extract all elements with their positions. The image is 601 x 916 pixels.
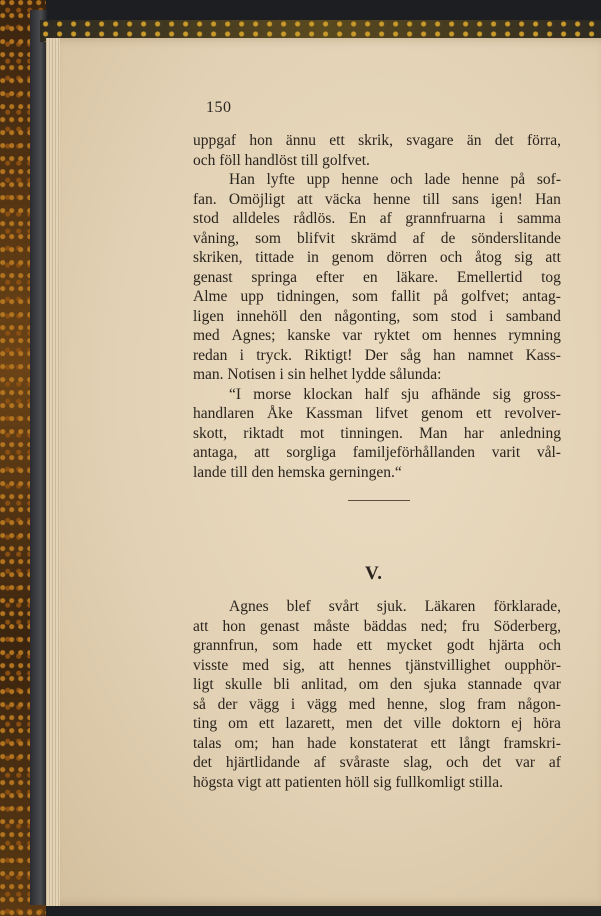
- text-line: att hon genast måste bäddas ned; fru Söderberg,: [193, 617, 561, 635]
- section-divider: [348, 500, 410, 501]
- text-line: våning, som blifvit skrämd af de sönderslitande: [193, 229, 561, 247]
- text-line: “I morse klockan half sju afhände sig gross-: [229, 385, 561, 403]
- text-line: med Agnes; kanske var ryktet om hennes rymning: [193, 327, 561, 344]
- text-line: lande till den hemska gerningen.“: [193, 463, 402, 481]
- text-line: ligt skulle bli anlitad, om den sjuka stannade qvar: [193, 676, 561, 693]
- text-line: Alme upp tidningen, som fallit på golfvet; antag-: [193, 288, 561, 305]
- paragraph-continued: [193, 131, 561, 482]
- text-line: högsta vigt att patienten höll sig fullkomligt stilla.: [193, 773, 503, 791]
- text-line: och föll handlöst till golfvet.: [193, 151, 370, 169]
- text-line: talas om; han hade konstaterat ett långt framskri-: [193, 734, 561, 752]
- text-line: fan. Omöjligt att väcka henne till sans igen! Han: [193, 190, 561, 208]
- text-line: Han lyfte upp henne och lade henne på sof-: [229, 171, 561, 188]
- text-line: man. Notisen i sin helhet lydde sålunda:: [193, 366, 442, 383]
- text-line: grannfrun, som hade ett mycket godt hjärta och: [193, 637, 561, 654]
- text-line: så der vägg i vägg med henne, slog fram någon-: [193, 695, 561, 713]
- text-line: skott, riktadt mot tinningen. Man har anledning: [193, 424, 561, 442]
- text-line: uppgaf hon ännu ett skrik, svagare än det förra,: [193, 132, 561, 149]
- text-line: visste med sig, att hennes tjänstvillighet oupphör-: [193, 656, 561, 674]
- text-line: ligen innehöll den någonting, som stod i samband: [193, 307, 561, 325]
- chapter-heading: V.: [365, 563, 384, 584]
- text-line: genast springa efter en läkare. Emellertid tog: [193, 268, 561, 286]
- text-line: ting om ett lazarett, men det ville doktorn ej höra: [193, 715, 561, 732]
- text-line: redan i tryck. Riktigt! Der såg han namnet Kass-: [193, 346, 561, 364]
- page-number: 150: [206, 99, 232, 116]
- text-line: Agnes blef svårt sjuk. Läkaren förklarade,: [229, 598, 561, 615]
- text-line: skriken, tittade in genom dörren och åtog sig att: [193, 249, 561, 266]
- chapter-paragraph: [193, 597, 561, 792]
- text-line: stod alldeles rådlös. En af grannfruarna i samma: [193, 210, 561, 227]
- page-leaves: [46, 38, 60, 906]
- text-line: det hjärtlidande af svåraste slag, och det var af: [193, 754, 561, 771]
- text-line: antaga, att sorgliga familjeförhållanden varit vål-: [193, 444, 561, 461]
- text-line: handlaren Åke Kassman lifvet genom ett revolver-: [193, 405, 561, 422]
